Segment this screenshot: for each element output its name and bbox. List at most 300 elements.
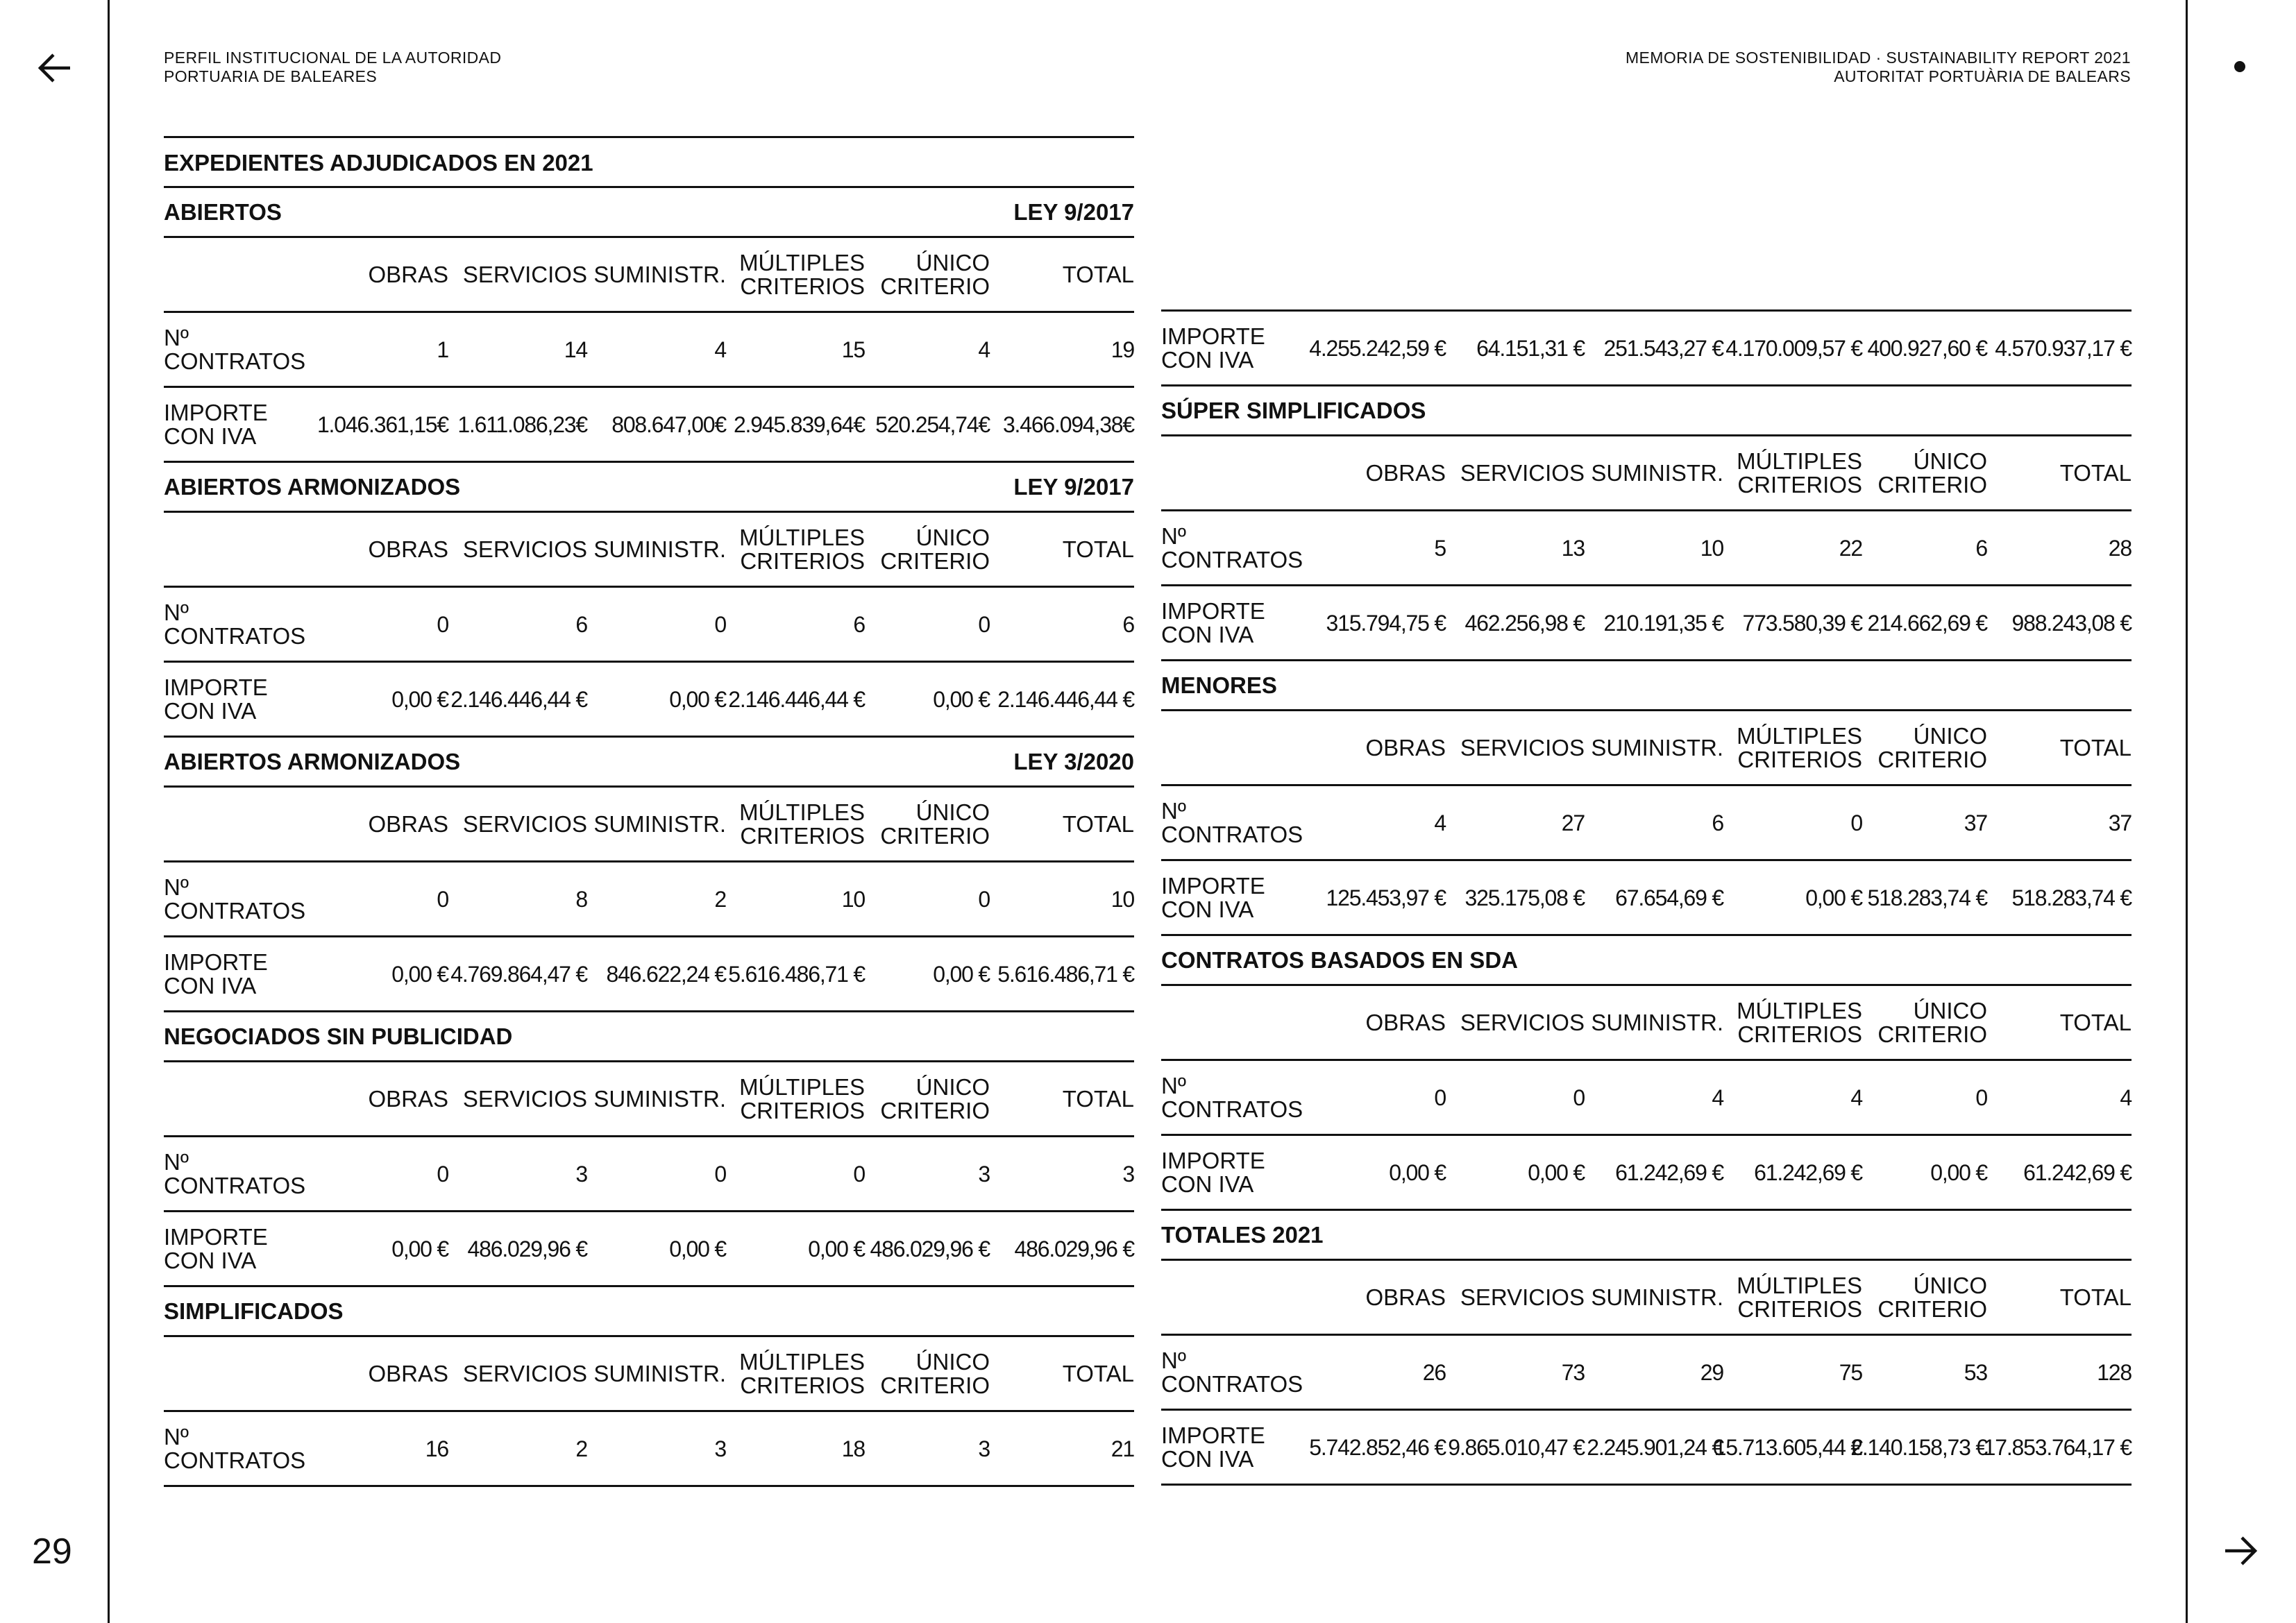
col-total: [990, 788, 1134, 860]
col-multiples-line1: MÚLTIPLES: [739, 1073, 865, 1100]
row-label-line1: IMPORTE: [1161, 1422, 1265, 1448]
col-multiples-label: [739, 1350, 865, 1397]
right-column: [1161, 309, 2132, 1486]
col-total: [1987, 986, 2132, 1059]
table-cell: 251.543,27 €: [1603, 335, 1723, 361]
col-suministr-label: SUMINISTR.: [1591, 734, 1723, 760]
col-unico-criterio: [865, 238, 990, 311]
row-label: [164, 588, 310, 661]
col-total-label: TOTAL: [2059, 734, 2132, 760]
row-label-text: [1161, 325, 1265, 372]
table-cell: 5: [1434, 535, 1446, 561]
col-obras: [310, 1062, 448, 1135]
col-servicios: [1446, 436, 1585, 509]
menu-dot-icon[interactable]: [2234, 61, 2245, 72]
table-cell: 325.175,08 €: [1464, 885, 1585, 910]
table-cell: 2.146.446,44 €: [450, 686, 587, 712]
row-label: [164, 1212, 310, 1285]
table-header-row: [164, 511, 1134, 586]
table-cell: 22: [1839, 535, 1862, 561]
section-name: NEGOCIADOS SIN PUBLICIDAD: [164, 1023, 513, 1049]
col-multiples-line2: CRITERIOS: [740, 547, 865, 574]
col-total-label: TOTAL: [1062, 1085, 1134, 1112]
table-cell: 4.570.937,17 €: [1995, 335, 2132, 361]
section-title-simplificados: [164, 1285, 1134, 1335]
row-label-text: [164, 326, 305, 373]
col-multiples-line2: CRITERIOS: [740, 1097, 865, 1123]
col-multiples-criterios: [1723, 711, 1862, 784]
row-label: [1161, 586, 1307, 659]
col-unico-label: [880, 251, 990, 298]
row-label-line1: IMPORTE: [164, 674, 268, 700]
col-unico-label: [1877, 450, 1987, 497]
col-multiples-line2: CRITERIOS: [1737, 746, 1862, 772]
table-cell: 0,00 €: [391, 686, 448, 712]
col-unico-line1: ÚNICO: [1913, 722, 1987, 749]
table-header-row: [1161, 434, 2132, 509]
section-law: LEY 3/2020: [1013, 748, 1134, 774]
table-cell: 37: [1964, 810, 1987, 835]
left-column: [164, 186, 1134, 1487]
col-servicios: [448, 238, 587, 311]
table-cell: 2.146.446,44 €: [997, 686, 1134, 712]
col-multiples-criterios: [726, 788, 865, 860]
table-cell: 0,00 €: [933, 686, 990, 712]
col-suministr: [587, 1062, 726, 1135]
table-cell: 0,00 €: [669, 686, 726, 712]
section-name: ABIERTOS ARMONIZADOS: [164, 473, 461, 500]
col-unico-line1: ÚNICO: [915, 524, 990, 550]
row-label: [164, 388, 310, 461]
col-obras-label: OBRAS: [368, 1085, 448, 1112]
col-servicios: [448, 1062, 587, 1135]
col-suministr-label: SUMINISTR.: [593, 810, 726, 837]
col-multiples-line1: MÚLTIPLES: [1737, 448, 1862, 474]
row-importe-iva: [1161, 1134, 2132, 1209]
main-title: EXPEDIENTES ADJUDICADOS EN 2021: [164, 136, 1134, 187]
table-cell: 5.616.486,71 €: [997, 961, 1134, 987]
col-obras-label: OBRAS: [368, 536, 448, 562]
col-obras: [310, 238, 448, 311]
section-law: LEY 9/2017: [1013, 473, 1134, 500]
col-suministr: [1585, 986, 1723, 1059]
row-n-contratos: [1161, 784, 2132, 859]
left-margin-rule: [108, 0, 110, 1623]
col-multiples-line1: MÚLTIPLES: [739, 1348, 865, 1375]
col-unico-line2: CRITERIO: [880, 1097, 990, 1123]
table-cell: 4.769.864,47 €: [450, 961, 587, 987]
row-label: [1161, 786, 1307, 859]
row-label-text: [164, 401, 268, 448]
col-obras: [1307, 711, 1446, 784]
col-unico-criterio: [865, 788, 990, 860]
row-label-text: [164, 601, 305, 648]
col-suministr-label: SUMINISTR.: [1591, 1009, 1723, 1035]
right-margin-rule: [2186, 0, 2188, 1623]
row-label-line1: Nº: [164, 1423, 189, 1450]
col-obras: [1307, 1261, 1446, 1334]
col-servicios: [448, 1337, 587, 1410]
col-total-label: TOTAL: [2059, 459, 2132, 486]
row-label-line2: CONTRATOS: [1161, 1370, 1303, 1397]
row-label-line2: CONTRATOS: [1161, 821, 1303, 847]
col-total-label: TOTAL: [1062, 810, 1134, 837]
table-cell: 808.647,00€: [611, 411, 726, 437]
row-label-text: [164, 1150, 305, 1198]
table-cell: 9.865.010,47 €: [1448, 1434, 1585, 1460]
row-label-line2: CONTRATOS: [1161, 1096, 1303, 1122]
section-name: ABIERTOS ARMONIZADOS: [164, 748, 461, 774]
col-multiples-line2: CRITERIOS: [740, 1372, 865, 1398]
table-cell: 988.243,08 €: [2011, 610, 2132, 636]
table-cell: 18: [841, 1436, 865, 1461]
table-cell: 4.255.242,59 €: [1309, 335, 1446, 361]
table-cell: 27: [1561, 810, 1585, 835]
col-multiples-line1: MÚLTIPLES: [739, 799, 865, 825]
section-name: SIMPLIFICADOS: [164, 1298, 344, 1324]
table-cell: 4.170.009,57 €: [1725, 335, 1862, 361]
section-law: LEY 9/2017: [1013, 198, 1134, 225]
table-cell: 3: [978, 1161, 990, 1187]
col-suministr-label: SUMINISTR.: [593, 536, 726, 562]
table-cell: 0: [1975, 1085, 1987, 1110]
table-cell: 67.654,69 €: [1615, 885, 1723, 910]
table-cell: 128: [2097, 1359, 2132, 1385]
back-arrow-icon[interactable]: [35, 49, 74, 87]
table-cell: 6: [575, 611, 587, 637]
row-label-line1: Nº: [164, 324, 189, 350]
row-label-line2: CONTRATOS: [164, 897, 306, 924]
row-label-line1: IMPORTE: [1161, 872, 1265, 899]
col-unico-label: [1877, 724, 1987, 772]
col-multiples-label: [1737, 450, 1862, 497]
table-cell: 0: [1573, 1085, 1585, 1110]
col-unico-line1: ÚNICO: [915, 1348, 990, 1375]
col-multiples-criterios: [1723, 1261, 1862, 1334]
table-cell: 0,00 €: [808, 1236, 865, 1261]
row-label-text: [1161, 1074, 1303, 1121]
col-multiples-line1: MÚLTIPLES: [1737, 722, 1862, 749]
row-label-text: [1161, 874, 1265, 921]
col-multiples-criterios: [1723, 436, 1862, 509]
row-n-contratos: [164, 860, 1134, 935]
col-total: [990, 1337, 1134, 1410]
table-cell: 520.254,74€: [875, 411, 990, 437]
table-cell: 21: [1111, 1436, 1134, 1461]
col-total: [1987, 436, 2132, 509]
header-spacer: [164, 788, 310, 860]
col-unico-criterio: [1862, 1261, 1987, 1334]
table-cell: 0: [437, 1161, 448, 1187]
table-cell: 64.151,31 €: [1476, 335, 1585, 361]
section-title-totales: [1161, 1209, 2132, 1259]
table-header-row: [1161, 1259, 2132, 1334]
col-servicios-label: SERVICIOS: [462, 1360, 587, 1386]
row-importe-iva: [1161, 859, 2132, 934]
table-cell: 0: [853, 1161, 865, 1187]
row-label-line1: Nº: [1161, 797, 1186, 824]
section-title-sda: [1161, 934, 2132, 984]
table-cell: 61.242,69 €: [1754, 1159, 1862, 1185]
row-label-line2: CON IVA: [1161, 1445, 1254, 1472]
table-cell: 0: [437, 886, 448, 912]
header-spacer: [1161, 711, 1307, 784]
col-multiples-line2: CRITERIOS: [1737, 471, 1862, 498]
col-suministr-label: SUMINISTR.: [593, 1360, 726, 1386]
col-obras-label: OBRAS: [368, 810, 448, 837]
row-label-text: [1161, 1149, 1265, 1196]
col-unico-label: [1877, 1274, 1987, 1321]
col-suministr-label: SUMINISTR.: [1591, 459, 1723, 486]
col-suministr: [1585, 1261, 1723, 1334]
section-title-super: [1161, 384, 2132, 434]
section-title-menores: [1161, 659, 2132, 709]
col-unico-label: [880, 801, 990, 848]
table-cell: 28: [2108, 535, 2132, 561]
row-importe-iva: [1161, 1409, 2132, 1484]
row-importe-iva: [1161, 584, 2132, 659]
table-cell: 0,00 €: [391, 961, 448, 987]
table-cell: 4: [1434, 810, 1446, 835]
table-cell: 75: [1839, 1359, 1862, 1385]
row-label-text: [1161, 1349, 1303, 1396]
table-cell: 1.611.086,23€: [457, 411, 587, 437]
table-cell: 846.622,24 €: [606, 961, 726, 987]
table-cell: 0: [978, 886, 990, 912]
section-title-abiertos: [164, 186, 1134, 236]
row-label-text: [164, 676, 268, 723]
col-unico-line2: CRITERIO: [1877, 746, 1987, 772]
col-total: [1987, 711, 2132, 784]
col-obras-label: OBRAS: [1365, 1284, 1446, 1310]
col-total-label: TOTAL: [1062, 536, 1134, 562]
table-cell: 6: [1975, 535, 1987, 561]
row-label-line2: CON IVA: [164, 697, 257, 724]
row-n-contratos: [1161, 509, 2132, 584]
col-unico-line2: CRITERIO: [1877, 1021, 1987, 1047]
row-label-line1: IMPORTE: [164, 1223, 268, 1250]
col-unico-line2: CRITERIO: [880, 822, 990, 849]
col-total-label: TOTAL: [1062, 1360, 1134, 1386]
header-right-line2: AUTORITAT PORTUÀRIA DE BALEARS: [1834, 67, 2131, 85]
table-cell: 4: [978, 337, 990, 362]
header-left-line2: PORTUARIA DE BALEARES: [164, 67, 378, 85]
col-servicios-label: SERVICIOS: [462, 261, 587, 287]
col-unico-line1: ÚNICO: [915, 1073, 990, 1100]
table-cell: 10: [841, 886, 865, 912]
row-label-text: [164, 876, 305, 923]
col-suministr: [587, 788, 726, 860]
col-total: [1987, 1261, 2132, 1334]
col-servicios: [1446, 986, 1585, 1059]
table-header-row: [164, 236, 1134, 311]
header-spacer: [164, 1062, 310, 1135]
table-cell: 1.046.361,15€: [316, 411, 448, 437]
table-cell: 486.029,96 €: [1014, 1236, 1134, 1261]
table-cell: 2.245.901,24 €: [1587, 1434, 1723, 1460]
col-suministr: [1585, 436, 1723, 509]
col-unico-line1: ÚNICO: [1913, 1272, 1987, 1298]
table-cell: 2: [714, 886, 726, 912]
row-label-text: [1161, 799, 1303, 847]
table-cell: 3: [978, 1436, 990, 1461]
col-total: [990, 238, 1134, 311]
row-label-line2: CON IVA: [1161, 621, 1254, 647]
section-name: ABIERTOS: [164, 198, 282, 225]
row-label-text: [1161, 1424, 1265, 1471]
table-bottom-rule: [164, 1485, 1134, 1487]
col-unico-line2: CRITERIO: [1877, 471, 1987, 498]
table-cell: 10: [1700, 535, 1723, 561]
table-cell: 4: [714, 337, 726, 362]
header-spacer: [1161, 1261, 1307, 1334]
col-suministr: [587, 238, 726, 311]
table-cell: 15.713.605,44 €: [1714, 1434, 1862, 1460]
col-multiples-criterios: [1723, 986, 1862, 1059]
table-cell: 3: [1122, 1161, 1134, 1187]
col-multiples-line2: CRITERIOS: [740, 822, 865, 849]
table-cell: 4: [2120, 1085, 2132, 1110]
row-label-line2: CON IVA: [1161, 346, 1254, 373]
col-servicios: [1446, 1261, 1585, 1334]
row-label: [164, 663, 310, 736]
table-cell: 3: [714, 1436, 726, 1461]
table-cell: 400.927,60 €: [1867, 335, 1987, 361]
row-importe-iva: [1161, 309, 2132, 384]
table-header-row: [164, 785, 1134, 860]
table-cell: 518.283,74 €: [1867, 885, 1987, 910]
row-label-line1: Nº: [1161, 1072, 1186, 1098]
table-cell: 210.191,35 €: [1603, 610, 1723, 636]
col-unico-label: [880, 1350, 990, 1397]
page-number: 29: [32, 1531, 72, 1572]
section-title-armonizados_3: [164, 736, 1134, 785]
col-suministr-label: SUMINISTR.: [593, 1085, 726, 1112]
row-n-contratos: [164, 1135, 1134, 1210]
row-label-line2: CON IVA: [164, 423, 257, 449]
col-obras-label: OBRAS: [1365, 459, 1446, 486]
header-spacer: [164, 513, 310, 586]
table-cell: 0,00 €: [669, 1236, 726, 1261]
row-n-contratos: [1161, 1334, 2132, 1409]
col-total-label: TOTAL: [1062, 261, 1134, 287]
row-label-line2: CON IVA: [1161, 896, 1254, 922]
table-cell: 13: [1561, 535, 1585, 561]
row-label: [164, 313, 310, 386]
row-n-contratos: [164, 586, 1134, 661]
header-spacer: [1161, 986, 1307, 1059]
col-servicios-label: SERVICIOS: [462, 810, 587, 837]
row-label: [1161, 1336, 1307, 1409]
col-unico-criterio: [865, 1337, 990, 1410]
table-cell: 0,00 €: [1389, 1159, 1446, 1185]
col-multiples-line2: CRITERIOS: [740, 273, 865, 299]
table-header-row: [164, 1335, 1134, 1410]
col-obras-label: OBRAS: [1365, 734, 1446, 760]
col-unico-label: [880, 1073, 990, 1123]
table-cell: 4: [1850, 1085, 1862, 1110]
table-cell: 486.029,96 €: [467, 1236, 587, 1261]
table-cell: 1: [437, 337, 448, 362]
table-cell: 53: [1964, 1359, 1987, 1385]
row-label-line1: IMPORTE: [1161, 1147, 1265, 1173]
header-left-line1: PERFIL INSTITUCIONAL DE LA AUTORIDAD: [164, 49, 502, 67]
col-servicios-label: SERVICIOS: [1460, 1009, 1585, 1035]
table-cell: 214.662,69 €: [1867, 610, 1987, 636]
table-cell: 2: [575, 1436, 587, 1461]
header-spacer: [164, 1337, 310, 1410]
row-label-line1: Nº: [164, 874, 189, 900]
col-obras: [310, 788, 448, 860]
table-cell: 3: [575, 1161, 587, 1187]
col-unico-line1: ÚNICO: [915, 249, 990, 275]
section-title-negociados: [164, 1010, 1134, 1060]
row-importe-iva: [164, 1210, 1134, 1285]
table-cell: 486.029,96 €: [870, 1236, 990, 1261]
row-label: [1161, 1411, 1307, 1484]
table-cell: 0: [714, 1161, 726, 1187]
col-servicios-label: SERVICIOS: [1460, 459, 1585, 486]
col-unico-criterio: [1862, 436, 1987, 509]
col-suministr: [1585, 711, 1723, 784]
col-obras-label: OBRAS: [368, 1360, 448, 1386]
table-cell: 73: [1561, 1359, 1585, 1385]
table-cell: 518.283,74 €: [2011, 885, 2132, 910]
table-cell: 0,00 €: [391, 1236, 448, 1261]
table-cell: 0,00 €: [1528, 1159, 1585, 1185]
col-multiples-label: [1737, 724, 1862, 772]
row-importe-iva: [164, 935, 1134, 1010]
col-obras: [310, 513, 448, 586]
col-unico-criterio: [1862, 711, 1987, 784]
row-n-contratos: [164, 311, 1134, 386]
row-n-contratos: [1161, 1059, 2132, 1134]
table-cell: 37: [2108, 810, 2132, 835]
table-cell: 5.742.852,46 €: [1309, 1434, 1446, 1460]
row-label-line1: IMPORTE: [164, 949, 268, 975]
col-unico-line2: CRITERIO: [880, 547, 990, 574]
col-obras: [310, 1337, 448, 1410]
col-multiples-criterios: [726, 513, 865, 586]
row-label-line2: CON IVA: [1161, 1171, 1254, 1197]
row-label-line1: Nº: [1161, 522, 1186, 549]
col-unico-line1: ÚNICO: [1913, 997, 1987, 1023]
table-cell: 0,00 €: [1805, 885, 1862, 910]
table-cell: 10: [1111, 886, 1134, 912]
table-cell: 462.256,98 €: [1464, 610, 1585, 636]
col-unico-criterio: [865, 513, 990, 586]
section-title-armonizados_9: [164, 461, 1134, 511]
table-cell: 5.616.486,71 €: [728, 961, 865, 987]
row-label: [1161, 1061, 1307, 1134]
col-multiples-line1: MÚLTIPLES: [1737, 1272, 1862, 1298]
row-label: [1161, 861, 1307, 934]
col-servicios-label: SERVICIOS: [1460, 734, 1585, 760]
next-arrow-icon[interactable]: [2221, 1531, 2260, 1570]
row-label-line2: CONTRATOS: [164, 348, 306, 374]
col-multiples-line2: CRITERIOS: [1737, 1021, 1862, 1047]
row-label-text: [1161, 597, 1265, 647]
col-multiples-criterios: [726, 1337, 865, 1410]
row-importe-iva: [164, 661, 1134, 736]
col-total-label: TOTAL: [2059, 1284, 2132, 1310]
col-multiples-label: [739, 251, 865, 298]
table-cell: 6: [1712, 810, 1723, 835]
table-cell: 17.853.764,17 €: [1983, 1434, 2132, 1460]
table-cell: 15: [841, 337, 865, 362]
row-label: [164, 1137, 310, 1210]
table-cell: 4: [1712, 1085, 1723, 1110]
